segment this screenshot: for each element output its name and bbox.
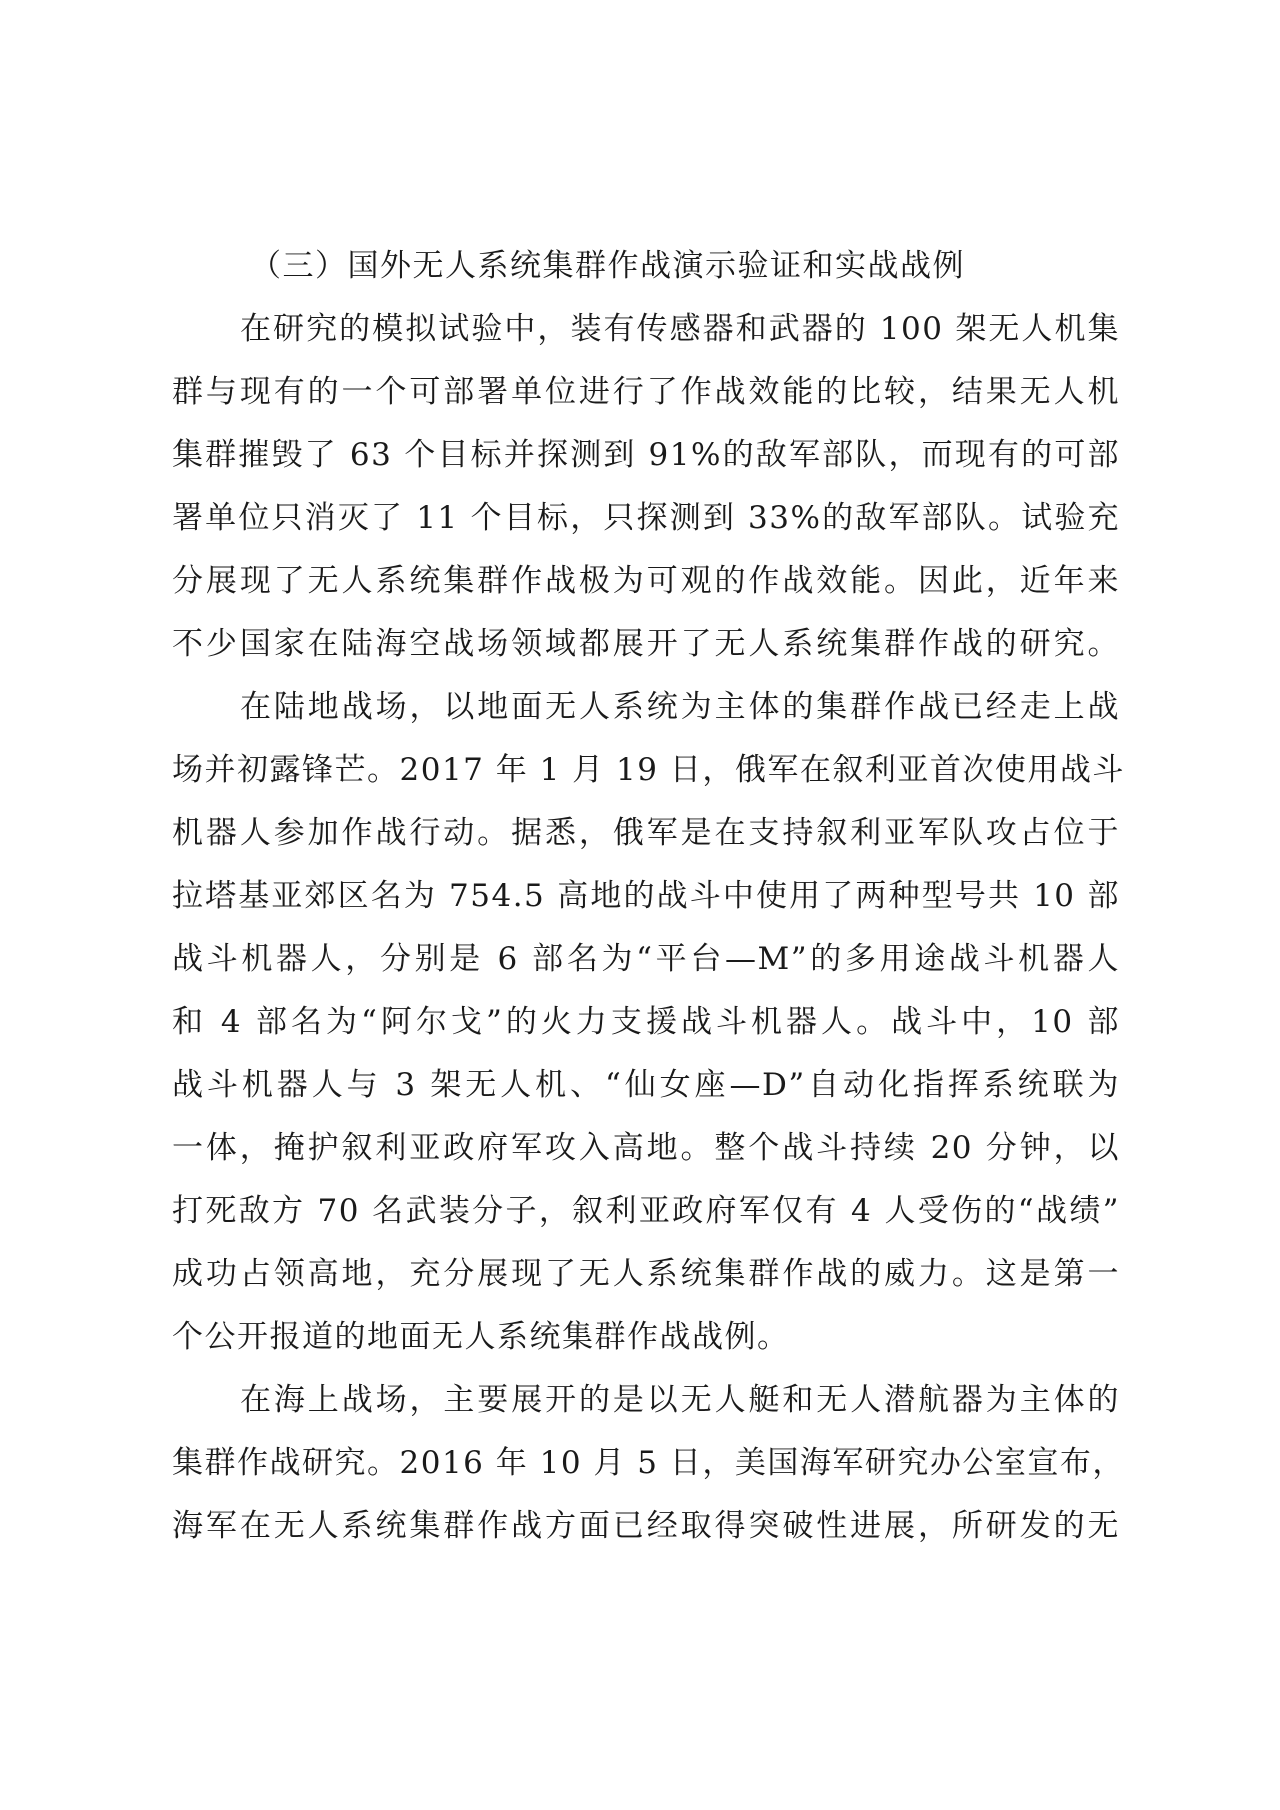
paragraph-1 [172,298,1120,676]
paragraph-2 [172,676,1125,1369]
paragraph-line: 群与现有的一个可部署单位进行了作战效能的比较，结果无人机 [172,374,1120,410]
paragraph-line: 场并初露锋芒。2017 年 1 月 19 日，俄军在叙利亚首次使用战斗 [172,752,1125,788]
paragraph-line: 机器人参加作战行动。据悉，俄军是在支持叙利亚军队攻占位于 [172,815,1120,851]
paragraph-line: 集群摧毁了 63 个目标并探测到 91%的敌军部队，而现有的可部 [172,437,1120,473]
paragraph-3 [172,1369,1125,1558]
paragraph-line: 不少国家在陆海空战场领域都展开了无人系统集群作战的研究。 [172,626,1120,662]
paragraph-line: 集群作战研究。2016 年 10 月 5 日，美国海军研究办公室宣布， [172,1445,1125,1481]
paragraph-line: 分展现了无人系统集群作战极为可观的作战效能。因此，近年来 [172,563,1120,599]
paragraph-line: 海军在无人系统集群作战方面已经取得突破性进展，所研发的无 [172,1508,1120,1544]
paragraph-line: 成功占领高地，充分展现了无人系统集群作战的威力。这是第一 [172,1256,1120,1292]
paragraph-line: 署单位只消灭了 11 个目标，只探测到 33%的敌军部队。试验充 [172,500,1120,536]
paragraph-line: 和 4 部名为“阿尔戈”的火力支援战斗机器人。战斗中，10 部 [172,1004,1120,1040]
paragraph-line: 个公开报道的地面无人系统集群作战战例。 [172,1319,790,1355]
section-heading: （三）国外无人系统集群作战演示验证和实战战例 [250,248,965,284]
document-page [172,235,1125,1558]
paragraph-line: 打死敌方 70 名武装分子，叙利亚政府军仅有 4 人受伤的“战绩” [172,1193,1120,1229]
paragraph-line: 一体，掩护叙利亚政府军攻入高地。整个战斗持续 20 分钟，以 [172,1130,1120,1166]
paragraph-line: 战斗机器人与 3 架无人机、“仙女座—D”自动化指挥系统联为 [172,1067,1120,1103]
paragraph-line: 在陆地战场，以地面无人系统为主体的集群作战已经走上战 [240,689,1120,725]
paragraph-line: 战斗机器人，分别是 6 部名为“平台—M”的多用途战斗机器人 [172,941,1120,977]
paragraph-line: 拉塔基亚郊区名为 754.5 高地的战斗中使用了两种型号共 10 部 [172,878,1120,914]
paragraph-line: 在海上战场，主要展开的是以无人艇和无人潜航器为主体的 [240,1382,1120,1418]
paragraph-line: 在研究的模拟试验中，装有传感器和武器的 100 架无人机集 [240,311,1120,347]
